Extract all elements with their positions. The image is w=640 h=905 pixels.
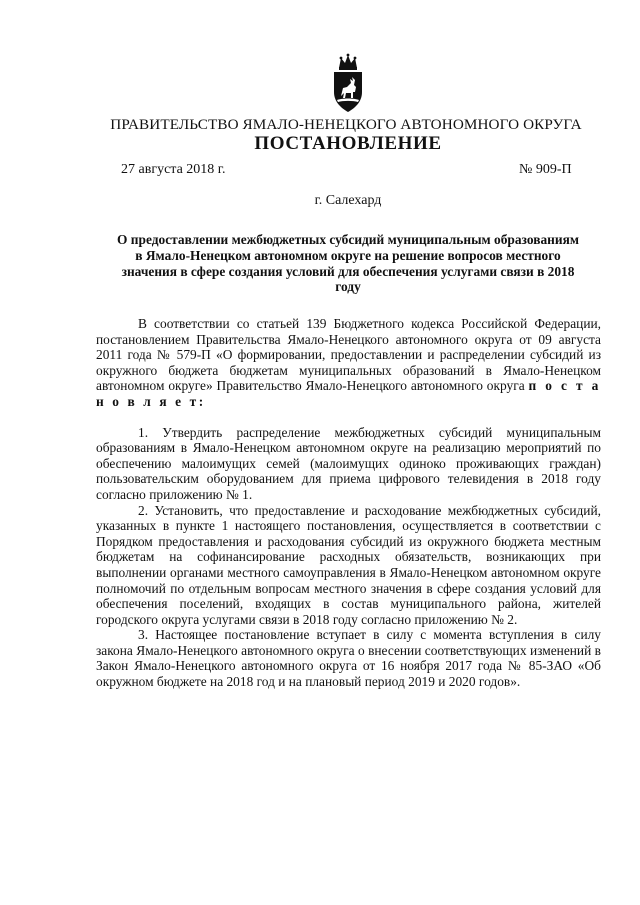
list-item: 3. Настоящее постановление вступает в силу с момента вступления в силу закона Ямало-Ненецкого автономного округа о внесении соответствующих изменений в Закон Ямало-Ненецкого автономного округа от 16 ноября 2017 года № 85-ЗАО «Об окружном бюджете на 2018 год и на плановый период 2019 и 2020 годов». — [96, 627, 601, 690]
government-name: ПРАВИТЕЛЬСТВО ЯМАЛО-НЕНЕЦКОГО АВТОНОМНОГО ОКРУГА — [110, 116, 582, 133]
intro-verb: п о с т а н о в л я е т: — [96, 378, 601, 409]
coat-of-arms-icon — [328, 52, 368, 114]
document-body — [96, 316, 601, 690]
list-item: 1. Утвердить распределение межбюджетных субсидий муниципальным образованиям в Ямало-Ненецком автономном округе на реализацию мероприятий по обеспечению малоимущих семей (малоимущих одиноко проживающих граждан) пользовательским оборудованием для приема цифрового телевидения в 2018 году согласно приложению № 1. — [96, 424, 601, 502]
document-city: г. Салехард — [314, 193, 382, 208]
document-type-title: ПОСТАНОВЛЕНИЕ — [254, 133, 442, 154]
intro-paragraph — [96, 316, 601, 410]
document-date: 27 августа 2018 г. — [121, 162, 226, 177]
intro-text: В соответствии со статьей 139 Бюджетного кодекса Российской Федерации, постановлением Правительства Ямало-Ненецкого автономного округа от 09 августа 2011 года № 579-П «О формировании, предоставлении и распределении субсидий из окружного бюджета бюджетам муниципальных образований в Ямало-Ненецком автономном округе» Правительство Ямало-Ненецкого автономного округа — [96, 316, 601, 394]
document-heading: О предоставлении межбюджетных субсидий муниципальным образованиям в Ямало-Ненецком автономном округе на решение вопросов местного значения в сфере создания условий для обеспечения услугами связи в 2018 году — [117, 232, 579, 295]
document-number: № 909-П — [519, 162, 572, 177]
list-item: 2. Установить, что предоставление и расходование межбюджетных субсидий, указанных в пункте 1 настоящего постановления, осуществляется в соответствии с Порядком предоставления и расходования субсидий из окружного бюджета местным бюджетам на софинансирование расходных обязательств, возникающих при выполнении органами местного самоуправления в Ямало-Ненецком автономном округе полномочий по отдельным вопросам местного значения в сфере создания условий для обеспечения поселений, входящих в состав муниципального района, жителей городского округа услугами связи в 2018 году согласно приложению № 2. — [96, 502, 601, 627]
